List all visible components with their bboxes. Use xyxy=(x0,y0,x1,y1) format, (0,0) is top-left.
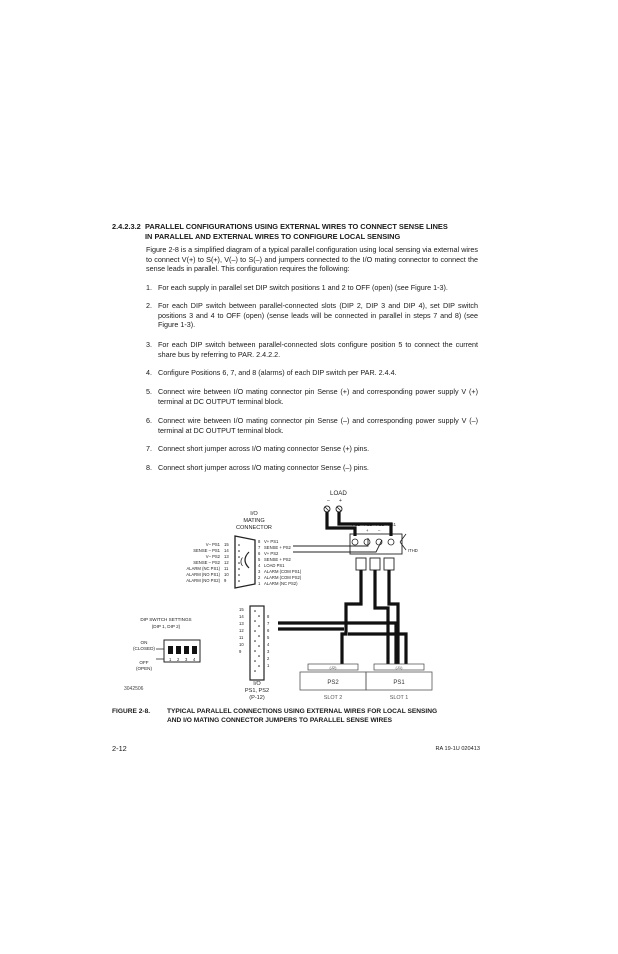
connector-pin xyxy=(238,562,240,564)
left-pin-label: ALARM (NC PS1) xyxy=(186,566,220,571)
lower-right-number: 3 xyxy=(267,649,270,654)
terminal-label: PS2 xyxy=(352,522,360,527)
terminal-label: PS1 xyxy=(376,522,384,527)
right-pin-number: 2 xyxy=(258,575,261,580)
step-text: Connect short jumper across I/O mating connector Sense (–) pins. xyxy=(158,463,369,472)
right-pin-label: LOAD PS1 xyxy=(264,563,285,568)
lower-left-number: 10 xyxy=(239,642,244,647)
connector-title-line-2: MATING xyxy=(243,518,265,524)
step-number: 1. xyxy=(146,283,152,292)
connector-pin xyxy=(238,550,240,552)
ithd-label: ITHD xyxy=(408,548,418,553)
connector-latch xyxy=(245,552,249,568)
load-label: LOAD xyxy=(330,490,347,497)
step-text: Connect wire between I/O mating connector pin Sense (+) and corresponding power supply V (+) terminal at DC OUTPUT terminal block. xyxy=(158,387,478,406)
section-title-line-1: PARALLEL CONFIGURATIONS USING EXTERNAL WIRES TO CONNECT SENSE LINES xyxy=(145,222,448,231)
dip-on-label: ON xyxy=(140,640,148,645)
step-number: 8. xyxy=(146,463,152,472)
load-plus-sign: + xyxy=(339,498,342,504)
lower-connector-label-3: (P-12) xyxy=(249,695,265,701)
left-pin-number: 10 xyxy=(224,572,229,577)
right-pin-label: V+ PS2 xyxy=(264,551,279,556)
right-pin-number: 8 xyxy=(258,539,261,544)
step-number: 6. xyxy=(146,416,152,425)
ps2-minus-wire xyxy=(342,570,361,664)
dip-position-label: 1 xyxy=(169,657,172,662)
connector-pin xyxy=(238,574,240,576)
right-pin-label: SENSE + PS2 xyxy=(264,545,291,550)
lower-left-number: 13 xyxy=(239,621,244,626)
sense-wires xyxy=(293,538,382,552)
figure-title-line-1: TYPICAL PARALLEL CONNECTIONS USING EXTERNAL WIRES FOR LOCAL SENSING xyxy=(167,708,438,715)
left-pin-label: V– PS2 xyxy=(205,554,220,559)
right-pin-number: 3 xyxy=(258,569,261,574)
lower-left-number: 14 xyxy=(239,614,244,619)
dip-switch-4 xyxy=(192,646,197,654)
lower-right-number: 8 xyxy=(267,614,270,619)
intro-paragraph: Figure 2-8 is a simplified diagram of a typical parallel configuration using local sensing via external wires to connect V(+) to S(+), V(–) to S(–) and jumpers connected to the I/O mating connector to connect the sense leads in parallel. This configuration requires the following: xyxy=(146,245,478,274)
ps1-label: PS1 xyxy=(393,680,405,686)
lower-pin xyxy=(254,660,256,662)
lower-pin xyxy=(254,610,256,612)
load-minus-sign: – xyxy=(327,498,330,504)
lower-right-number: 5 xyxy=(267,635,270,640)
terminal-lug xyxy=(356,558,366,570)
lower-pin xyxy=(254,630,256,632)
lower-right-number: 7 xyxy=(267,621,270,626)
left-pin-label: SENSE – PS2 xyxy=(193,560,220,565)
terminal-sign: – xyxy=(378,528,381,533)
lower-connector-body xyxy=(250,606,264,680)
dip-off-label: OFF xyxy=(139,660,149,665)
connector-pin xyxy=(238,556,240,558)
ithd-pointer xyxy=(400,534,406,550)
lower-connector-label-1: I/O xyxy=(253,681,261,687)
screw-slot xyxy=(337,507,341,511)
connector-title-line-1: I/O xyxy=(250,511,258,517)
section-title xyxy=(145,222,488,241)
step-text: Connect wire between I/O mating connector pin Sense (–) and corresponding power supply V (–) terminal at DC OUTPUT terminal block. xyxy=(158,416,478,435)
dip-pointer-lines xyxy=(156,649,164,659)
power-wires xyxy=(278,512,406,664)
right-pin-number: 6 xyxy=(258,551,261,556)
lower-right-number: 2 xyxy=(267,656,270,661)
right-pin-number: 5 xyxy=(258,557,261,562)
lower-right-number: 1 xyxy=(267,663,270,668)
step-text: For each DIP switch between parallel-connected slots configure position 5 to connect the current share bus by referring to PAR. 2.4.2.2. xyxy=(158,340,478,359)
figure-title-line-2: AND I/O MATING CONNECTOR JUMPERS TO PARALLEL SENSE WIRES xyxy=(167,717,393,725)
terminal-sign: – xyxy=(354,528,357,533)
terminal-lug xyxy=(384,558,394,570)
right-pin-label: ALARM (COM PS2) xyxy=(264,575,302,580)
lower-pin xyxy=(258,665,260,667)
slot-2-label: SLOT 2 xyxy=(323,695,343,701)
dip-switch-3 xyxy=(184,646,189,654)
terminal-screw xyxy=(352,539,358,545)
step-text: Configure Positions 6, 7, and 8 (alarms) of each DIP switch per PAR. 2.4.4. xyxy=(158,368,397,377)
terminal-screw xyxy=(364,539,370,545)
dip-off-sublabel: (OPEN) xyxy=(135,666,153,671)
drawing-number: 3042506 xyxy=(124,686,144,692)
section-number: 2.4.2.3.2 xyxy=(112,222,141,231)
terminal-screw xyxy=(388,539,394,545)
right-pin-label: SENSE + PS2 xyxy=(264,557,291,562)
lower-pin xyxy=(254,650,256,652)
lower-right-number: 4 xyxy=(267,642,270,647)
left-pin-number: 15 xyxy=(224,542,229,547)
lower-left-number: 15 xyxy=(239,607,244,612)
ps1-minus-wire xyxy=(375,570,388,664)
connector-keying-mark: ( xyxy=(240,556,243,566)
terminal-label: PS1 xyxy=(388,522,396,527)
left-pin-number: 13 xyxy=(224,554,229,559)
left-pin-number: 12 xyxy=(224,560,229,565)
lower-connector-label-2: PS1, PS2 xyxy=(244,688,270,694)
dip-title-line-1: DIP SWITCH SETTINGS xyxy=(140,617,192,622)
right-pin-label: V+ PS1 xyxy=(264,539,279,544)
left-pin-label: ALARM (NO PS2) xyxy=(186,578,220,583)
section-title-line-2: IN PARALLEL AND EXTERNAL WIRES TO CONFIGURE LOCAL SENSING xyxy=(145,231,401,241)
lower-right-number: 6 xyxy=(267,628,270,633)
dip-title-line-2: (DIP 1, DIP 2) xyxy=(151,624,181,629)
right-pin-label: ALARM (NC PS2) xyxy=(264,581,298,586)
left-pin-label: SENSE – PS1 xyxy=(193,548,220,553)
lower-pin xyxy=(258,625,260,627)
terminal-lug xyxy=(370,558,380,570)
left-pin-label: V– PS1 xyxy=(205,542,220,547)
step-number: 7. xyxy=(146,444,152,453)
left-pin-number: 11 xyxy=(224,566,229,571)
figure-title xyxy=(167,707,492,725)
dip-switch-1 xyxy=(168,646,173,654)
step-text: For each supply in parallel set DIP switch positions 1 and 2 to OFF (open) (see Figure 1-3). xyxy=(158,283,448,292)
dip-position-label: 3 xyxy=(185,657,188,662)
wiring-diagram-svg xyxy=(118,484,480,702)
dip-on-sublabel: (CLOSED) xyxy=(133,646,155,651)
lower-pin xyxy=(254,670,256,672)
lower-pin xyxy=(258,615,260,617)
lower-pin xyxy=(254,640,256,642)
slot-1-label: SLOT 1 xyxy=(389,695,409,701)
connector-pin xyxy=(238,568,240,570)
page-number: 2-12 xyxy=(112,744,127,753)
load-plus-wire xyxy=(339,512,391,536)
lower-pin xyxy=(258,635,260,637)
terminal-sign: + xyxy=(366,528,369,533)
step-number: 4. xyxy=(146,368,152,377)
screw-slot xyxy=(325,507,329,511)
lower-left-number: 11 xyxy=(239,635,244,640)
figure-label: FIGURE 2-8. xyxy=(112,708,151,715)
step-number: 5. xyxy=(146,387,152,396)
lower-pin xyxy=(258,655,260,657)
right-pin-number: 7 xyxy=(258,545,261,550)
wiring-diagram xyxy=(118,484,480,702)
step-text: Connect short jumper across I/O mating connector Sense (+) pins. xyxy=(158,444,370,453)
connector-pin xyxy=(238,580,240,582)
right-pin-label: ALARM (COM PS1) xyxy=(264,569,302,574)
right-pin-number: 4 xyxy=(258,563,261,568)
ps1-jack-label: (J1) xyxy=(395,665,403,670)
lower-left-number: 9 xyxy=(239,649,242,654)
document-id: RA 19-1U 020413 xyxy=(435,746,480,752)
connector-title-line-3: CONNECTOR xyxy=(236,525,272,531)
right-pin-number: 1 xyxy=(258,581,261,586)
step-text: For each DIP switch between parallel-connected slots (DIP 2, DIP 3 and DIP 4), set DIP switch positions 3 and 4 to OFF (open) (sense leads will be connected in parallel in steps 7 and 8) (see Figure 1-3). xyxy=(158,301,478,330)
step-number: 3. xyxy=(146,340,152,349)
dip-switch-2 xyxy=(176,646,181,654)
lower-pin xyxy=(254,620,256,622)
ps2-label: PS2 xyxy=(327,680,339,686)
dip-position-label: 2 xyxy=(177,657,180,662)
step-number: 2. xyxy=(146,301,152,310)
dip-position-label: 4 xyxy=(193,657,196,662)
left-pin-label: ALARM (NO PS1) xyxy=(186,572,220,577)
left-pin-number: 14 xyxy=(224,548,229,553)
left-pin-number: 9 xyxy=(224,578,227,583)
lower-pin xyxy=(258,645,260,647)
connector-pin xyxy=(238,544,240,546)
terminal-sign: + xyxy=(390,528,393,533)
lower-left-number: 12 xyxy=(239,628,244,633)
ps2-jack-label: (J2) xyxy=(329,665,337,670)
terminal-label: PS2 xyxy=(364,522,372,527)
